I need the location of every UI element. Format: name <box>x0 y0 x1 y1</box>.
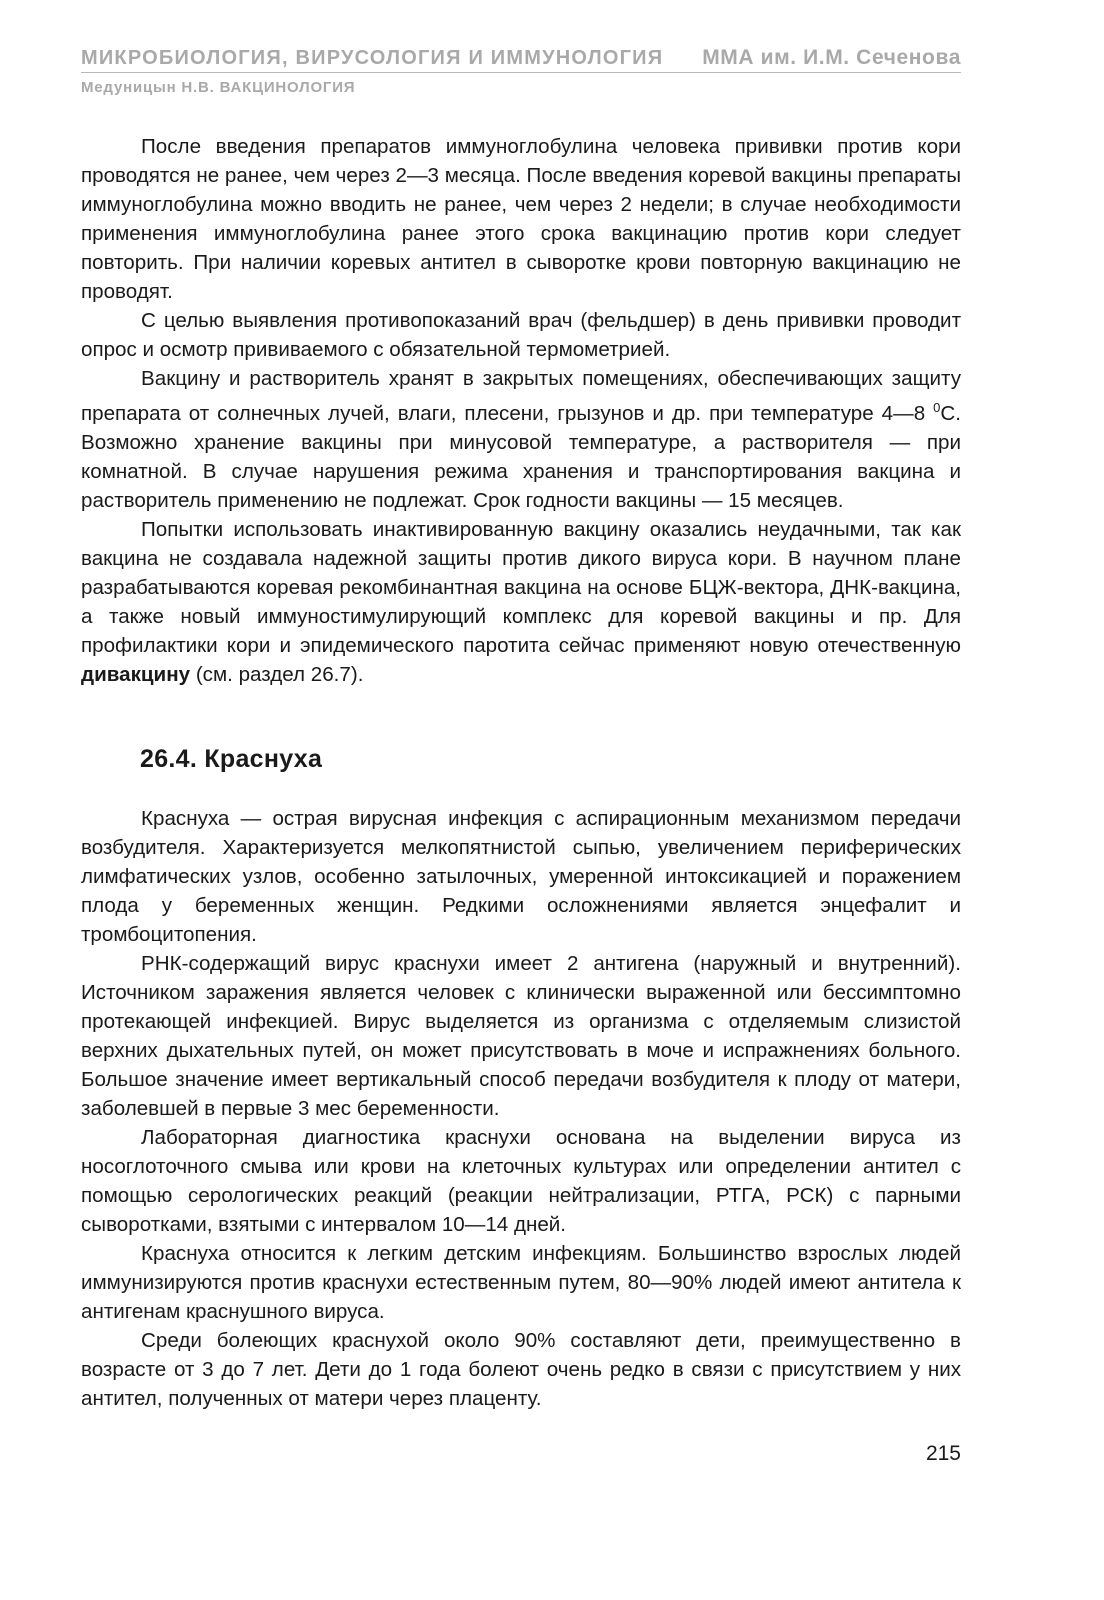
paragraph-text: Вакцину и растворитель хранят в закрытых помещениях, обеспечивающих защиту препарата от солнечных лучей, влаги, плесени, грызунов и др. при температуре 4—8 <box>81 367 961 425</box>
header-rule-row <box>81 46 961 73</box>
book-author-title: Медуницын Н.В. ВАКЦИНОЛОГИЯ <box>81 79 356 96</box>
paragraph <box>81 364 961 515</box>
section-heading: 26.4. Краснуха <box>140 744 323 773</box>
page-number: 215 <box>925 1442 961 1465</box>
paragraph-text: С. Возможно хранение вакцины при минусовой температуре, а растворителя — при комнатной. В случае нарушения режима хранения и транспортирования вакцина и растворитель применению не подлежат. Срок годности вакцины — 15 месяцев. <box>81 401 961 512</box>
paragraph: РНК-содержащий вирус краснухи имеет 2 антигена (наружный и внутренний). Источником заражения является человек с клинически выраженной или бессимптомно протекающей инфекцией. Вирус выделяется из организма с отделяемым слизистой верхних дыхательных путей, он может присутствовать в моче и испражнениях больного. Большое значение имеет вертикальный способ передачи возбудителя к плоду от матери, заболевшей в первые 3 мес беременности. <box>81 951 961 1120</box>
paragraph: Краснуха — острая вирусная инфекция с аспирационным механизмом передачи возбудителя. Характеризуется мелкопятнистой сыпью, увеличением периферических лимфатических узлов, особенно затылочных, умеренной интоксикацией и поражением плода у беременных женщин. Редкими осложнениями является энцефалит и тромбоцитопения. <box>81 806 961 946</box>
running-title: МИКРОБИОЛОГИЯ, ВИРУСОЛОГИЯ И ИММУНОЛОГИЯ <box>81 47 664 69</box>
page-body <box>81 132 961 1413</box>
paragraph: Краснуха относится к легким детским инфекциям. Большинство взрослых людей иммунизируются против краснухи естественным путем, 80—90% людей имеют антитела к антигенам краснушного вируса. <box>81 1241 961 1323</box>
paragraph <box>81 515 961 689</box>
paragraph: Лабораторная диагностика краснухи основана на выделении вируса из носоглоточного смыва или крови на клеточных культурах или определении антител с помощью серологических реакций (реакции нейтрализации, РТГА, РСК) с парными сыворотками, взятыми с интервалом 10—14 дней. <box>81 1125 961 1236</box>
paragraph-text: Попытки использовать инактивированную вакцину оказались неудачными, так как вакцина не создавала надежной защиты против дикого вируса кори. В научном плане разрабатываются коревая рекомбинантная вакцина на основе БЦЖ-вектора, ДНК-вакцина, а также новый иммуностимулирующий комплекс для коревой вакцины и пр. Для профилактики кори и эпидемического паротита сейчас применяют новую отечественную <box>81 517 961 657</box>
page-header <box>81 46 961 96</box>
institution-name: ММА им. И.М. Сеченова <box>702 46 961 69</box>
bold-term: дивакцину <box>81 662 191 686</box>
paragraph: После введения препаратов иммуноглобулина человека прививки против кори проводятся не ранее, чем через 2—3 месяца. После введения коревой вакцины препараты иммуноглобулина можно вводить не ранее, чем через 2 недели; в случае необходимости применения иммуноглобулина ранее этого срока вакцинацию против кори следует повторить. При наличии коревых антител в сыворотке крови повторную вакцинацию не проводят. <box>81 135 961 303</box>
degree-superscript: 0 <box>933 400 941 415</box>
paragraph: Среди болеющих краснухой около 90% составляют дети, преимущественно в возрасте от 3 до 7 лет. Дети до 1 года болеют очень редко в связи с присутствием у них антител, полученных от матери через плаценту. <box>81 1328 961 1410</box>
paragraph-text: (см. раздел 26.7). <box>190 662 364 686</box>
paragraph: С целью выявления противопоказаний врач (фельдшер) в день прививки проводит опрос и осмотр прививаемого с обязательной термометрией. <box>81 309 961 361</box>
